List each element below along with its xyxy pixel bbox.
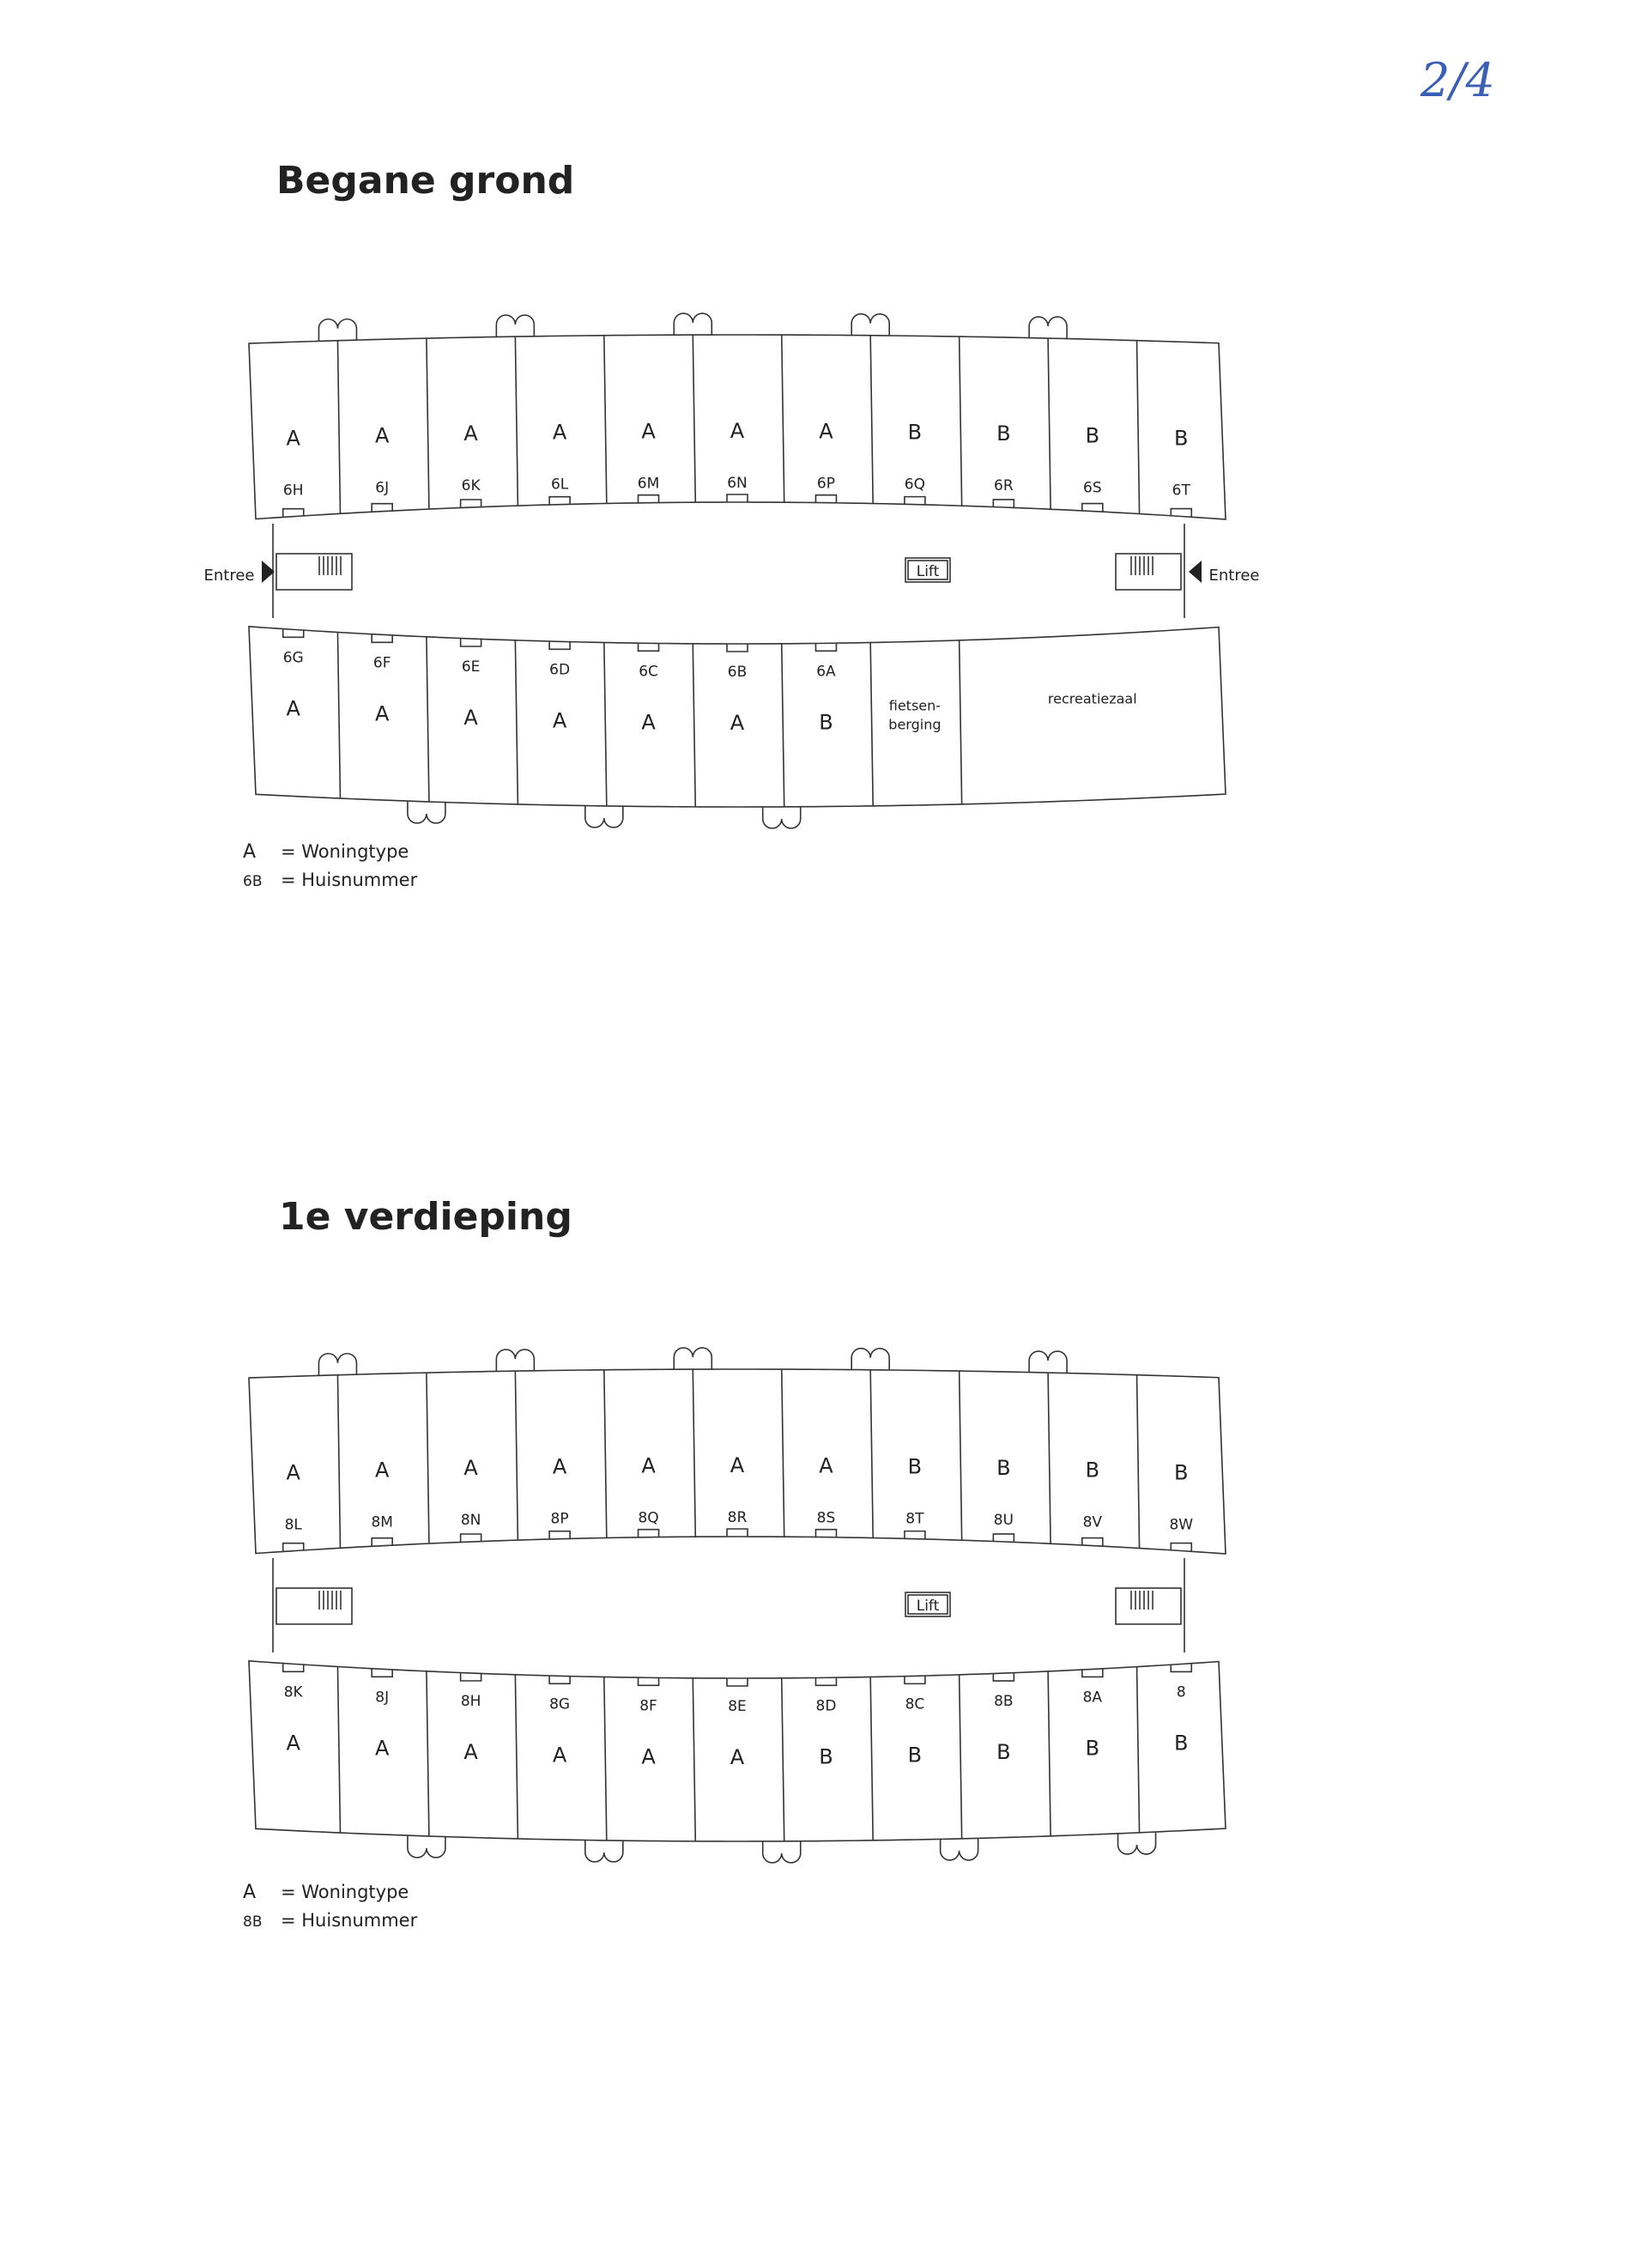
door-notch: [549, 1676, 570, 1683]
unit-number-label: 6K: [461, 477, 481, 495]
unit-type-label: A: [552, 420, 567, 445]
unit-type-label: B: [996, 421, 1011, 446]
unit-divider: [1048, 1671, 1051, 1836]
door-notch: [549, 1531, 570, 1539]
door-notch: [639, 1530, 659, 1537]
stairwell-right: [1116, 554, 1181, 590]
unit-number-label: 6T: [1172, 482, 1190, 500]
balcony: [496, 1349, 534, 1371]
balcony: [585, 1840, 623, 1862]
door-notch: [283, 509, 304, 517]
balcony: [1029, 1351, 1067, 1373]
unit-number-label: 8T: [905, 1510, 924, 1528]
unit-divider: [1137, 341, 1140, 514]
balcony: [408, 802, 445, 823]
unit-divider: [604, 336, 607, 504]
unit-type-label: A: [730, 1453, 745, 1477]
unit-type-label: B: [907, 1454, 923, 1479]
unit-type-label: B: [996, 1740, 1011, 1765]
unit-number-label: 8J: [375, 1689, 390, 1707]
unit-type-label: B: [1085, 1736, 1100, 1761]
unit-divider: [604, 1370, 607, 1538]
unit-type-label: A: [819, 1453, 833, 1478]
door-notch: [815, 495, 836, 503]
unit-divider: [870, 336, 873, 504]
unit-number-label: 6H: [282, 482, 304, 500]
balcony: [763, 1841, 801, 1863]
unit-type-label: A: [641, 419, 656, 444]
balcony: [1029, 317, 1067, 338]
door-notch: [461, 500, 481, 507]
unit-number-label: 6M: [637, 475, 660, 493]
legend-number-symbol: 8B: [243, 1913, 263, 1931]
unit-number-label: 8H: [460, 1692, 481, 1710]
balcony: [941, 1839, 978, 1860]
unit-divider: [782, 1369, 784, 1537]
unit-type-label: B: [907, 420, 923, 445]
unit-type-label: B: [1174, 1731, 1189, 1756]
unit-number-label: 8N: [460, 1512, 481, 1530]
unit-number-label: 8C: [905, 1695, 925, 1713]
door-notch: [639, 1677, 659, 1685]
door-notch: [727, 494, 748, 502]
unit-divider: [604, 1677, 607, 1840]
legend-type-symbol: A: [243, 1882, 257, 1903]
unit-divider: [782, 644, 784, 807]
unit-type-label: A: [374, 1458, 390, 1483]
legend-row-type: [243, 841, 417, 870]
unit-number-label: 6L: [550, 476, 569, 494]
unit-number-label: 8: [1176, 1683, 1186, 1701]
unit-type-label: A: [730, 419, 745, 443]
door-notch: [815, 1677, 836, 1685]
unit-type-label: A: [641, 710, 656, 735]
door-notch: [461, 639, 481, 646]
legend-row-type: [243, 1882, 417, 1910]
unit-divider: [337, 341, 340, 514]
door-notch: [815, 643, 836, 651]
door-notch: [549, 497, 570, 505]
balcony: [408, 1836, 445, 1858]
balcony: [585, 806, 623, 828]
unit-divider: [693, 1369, 695, 1537]
unit-type-label: A: [819, 419, 833, 444]
unit-number-label: 8U: [993, 1511, 1014, 1529]
unit-number-label: 6P: [816, 475, 835, 493]
balcony: [674, 313, 711, 335]
unit-divider: [693, 1678, 695, 1841]
floor-plan-svg: [0, 309, 1647, 841]
unit-type-label: B: [819, 1744, 833, 1769]
unit-type-label: B: [1174, 1460, 1189, 1485]
unit-number-label: 6S: [1083, 479, 1102, 497]
balcony: [674, 1348, 711, 1369]
unit-divider: [1048, 1373, 1051, 1543]
unit-divider: [515, 640, 518, 804]
door-notch: [905, 1676, 925, 1683]
door-notch: [1171, 1664, 1191, 1671]
unit-divider: [427, 637, 429, 802]
legend-type-label: = Woningtype: [281, 1882, 409, 1902]
door-notch: [905, 497, 925, 505]
unit-divider: [337, 1667, 340, 1833]
legend-number-label: = Huisnummer: [281, 1910, 418, 1931]
legend-1e-verdieping: [243, 1882, 417, 1938]
unit-number-label: 8Q: [638, 1509, 659, 1527]
door-notch: [727, 1678, 748, 1686]
unit-divider: [960, 640, 962, 804]
unit-type-label: A: [463, 421, 478, 446]
unit-divider: [782, 1678, 784, 1841]
door-notch: [372, 504, 392, 512]
unit-number-label: 8S: [816, 1509, 836, 1527]
floor-plan-1e-verdieping: [0, 1343, 1647, 1876]
legend-row-number: [243, 870, 417, 898]
door-notch: [549, 641, 570, 649]
unit-number-label: 8A: [1082, 1689, 1103, 1707]
unit-type-label: B: [907, 1743, 923, 1768]
room-label: recreatiezaal: [1047, 690, 1137, 707]
unit-type-label: B: [1085, 423, 1100, 448]
floor-title-begane-grond: Begane grond: [276, 159, 575, 203]
door-notch: [283, 629, 304, 637]
unit-type-label: A: [286, 1460, 300, 1485]
balcony: [763, 807, 801, 828]
unit-divider: [870, 643, 873, 806]
unit-number-label: 6Q: [904, 476, 926, 494]
unit-number-label: 8V: [1082, 1513, 1103, 1531]
unit-type-label: B: [1085, 1458, 1100, 1483]
unit-number-label: 8B: [994, 1693, 1014, 1711]
unit-divider: [960, 337, 962, 506]
door-notch: [372, 634, 392, 642]
unit-type-label: A: [641, 1453, 656, 1478]
unit-divider: [1137, 1375, 1140, 1549]
legend-begane-grond: [243, 841, 417, 898]
room-label: fietsen-: [888, 697, 942, 714]
stairwell-left: [276, 554, 352, 590]
unit-number-label: 6C: [639, 663, 658, 681]
stairwell-right: [1116, 1588, 1181, 1624]
legend-number-label: = Huisnummer: [281, 870, 418, 890]
legend-type-label: = Woningtype: [281, 841, 409, 862]
balcony: [318, 319, 356, 341]
door-notch: [639, 643, 659, 651]
balcony: [1118, 1833, 1156, 1854]
door-notch: [283, 1543, 304, 1551]
unit-number-label: 8R: [727, 1509, 748, 1526]
legend-type-symbol: A: [243, 841, 257, 863]
unit-number-label: 6E: [461, 658, 481, 676]
legend-number-symbol: 6B: [243, 873, 263, 890]
unit-type-label: A: [463, 1456, 478, 1481]
unit-divider: [870, 1677, 873, 1840]
unit-divider: [870, 1370, 873, 1538]
lift-label: Lift: [916, 563, 940, 580]
entrance-arrow-right: [1189, 561, 1202, 583]
unit-type-label: A: [374, 701, 390, 726]
entrance-label-right: Entree: [1208, 567, 1260, 585]
door-notch: [815, 1530, 836, 1537]
unit-divider: [604, 642, 607, 805]
balcony: [496, 315, 534, 337]
door-notch: [993, 1673, 1014, 1681]
unit-divider: [427, 1671, 429, 1836]
unit-number-label: 8P: [550, 1510, 569, 1528]
floor-plan-begane-grond: [0, 309, 1647, 841]
door-notch: [993, 1534, 1014, 1542]
unit-divider: [693, 335, 695, 502]
unit-number-label: 8E: [728, 1698, 747, 1715]
door-notch: [727, 644, 748, 652]
room-label: berging: [888, 716, 942, 733]
balcony: [851, 314, 889, 336]
unit-type-label: A: [286, 696, 300, 721]
door-notch: [1082, 1538, 1103, 1546]
unit-divider: [1048, 338, 1051, 509]
door-notch: [461, 1673, 481, 1681]
door-notch: [1171, 509, 1191, 517]
unit-divider: [515, 1675, 518, 1839]
door-notch: [461, 1534, 481, 1542]
unit-divider: [337, 1375, 340, 1549]
page-number: 2/4: [1420, 53, 1495, 107]
unit-type-label: A: [374, 1736, 390, 1761]
entrance-label-left: Entree: [203, 567, 255, 585]
door-notch: [905, 1531, 925, 1539]
unit-type-label: A: [641, 1744, 656, 1769]
unit-number-label: 8K: [283, 1683, 303, 1701]
unit-divider: [337, 633, 340, 798]
unit-number-label: 6D: [549, 661, 571, 679]
unit-number-label: 6G: [282, 649, 304, 667]
unit-divider: [693, 644, 695, 807]
unit-number-label: 8W: [1169, 1516, 1194, 1534]
door-notch: [1082, 504, 1103, 512]
unit-number-label: 8L: [284, 1516, 302, 1534]
unit-type-label: A: [374, 423, 390, 448]
unit-type-label: A: [552, 708, 567, 733]
unit-number-label: 8D: [815, 1697, 837, 1715]
balcony: [318, 1354, 356, 1375]
door-notch: [639, 495, 659, 503]
unit-divider: [427, 1373, 429, 1543]
balcony: [851, 1349, 889, 1370]
door-notch: [372, 1669, 392, 1677]
unit-number-label: 8F: [639, 1697, 657, 1715]
unit-number-label: 6N: [727, 475, 748, 492]
door-notch: [1171, 1543, 1191, 1551]
legend-row-number: [243, 1910, 417, 1938]
unit-type-label: B: [819, 710, 833, 735]
unit-type-label: B: [1174, 426, 1189, 451]
door-notch: [727, 1529, 748, 1537]
floor-title-1e-verdieping: 1e verdieping: [279, 1195, 572, 1239]
unit-type-label: A: [730, 1745, 745, 1769]
unit-number-label: 6B: [727, 663, 748, 681]
door-notch: [993, 500, 1014, 507]
unit-type-label: A: [552, 1743, 567, 1768]
floor-plan-svg: [0, 1343, 1647, 1876]
lift-label: Lift: [916, 1598, 940, 1615]
unit-number-label: 6F: [372, 654, 391, 672]
unit-divider: [1137, 1667, 1140, 1833]
unit-divider: [960, 1371, 962, 1540]
unit-type-label: B: [996, 1455, 1011, 1480]
door-notch: [372, 1538, 392, 1546]
unit-divider: [427, 338, 429, 509]
door-notch: [283, 1664, 304, 1671]
unit-type-label: A: [463, 705, 478, 730]
door-notch: [1082, 1669, 1103, 1677]
unit-divider: [515, 1371, 518, 1540]
unit-divider: [960, 1675, 962, 1839]
stairwell-left: [276, 1588, 352, 1624]
unit-type-label: A: [286, 1731, 300, 1756]
unit-divider: [782, 335, 784, 502]
unit-divider: [515, 337, 518, 506]
unit-number-label: 6A: [816, 663, 836, 681]
unit-type-label: A: [286, 426, 300, 451]
unit-number-label: 8M: [371, 1513, 393, 1531]
unit-number-label: 6J: [375, 479, 390, 497]
unit-number-label: 8G: [549, 1695, 571, 1713]
unit-type-label: A: [552, 1454, 567, 1479]
unit-number-label: 6R: [994, 476, 1014, 494]
unit-type-label: A: [463, 1739, 478, 1764]
unit-type-label: A: [730, 710, 745, 735]
